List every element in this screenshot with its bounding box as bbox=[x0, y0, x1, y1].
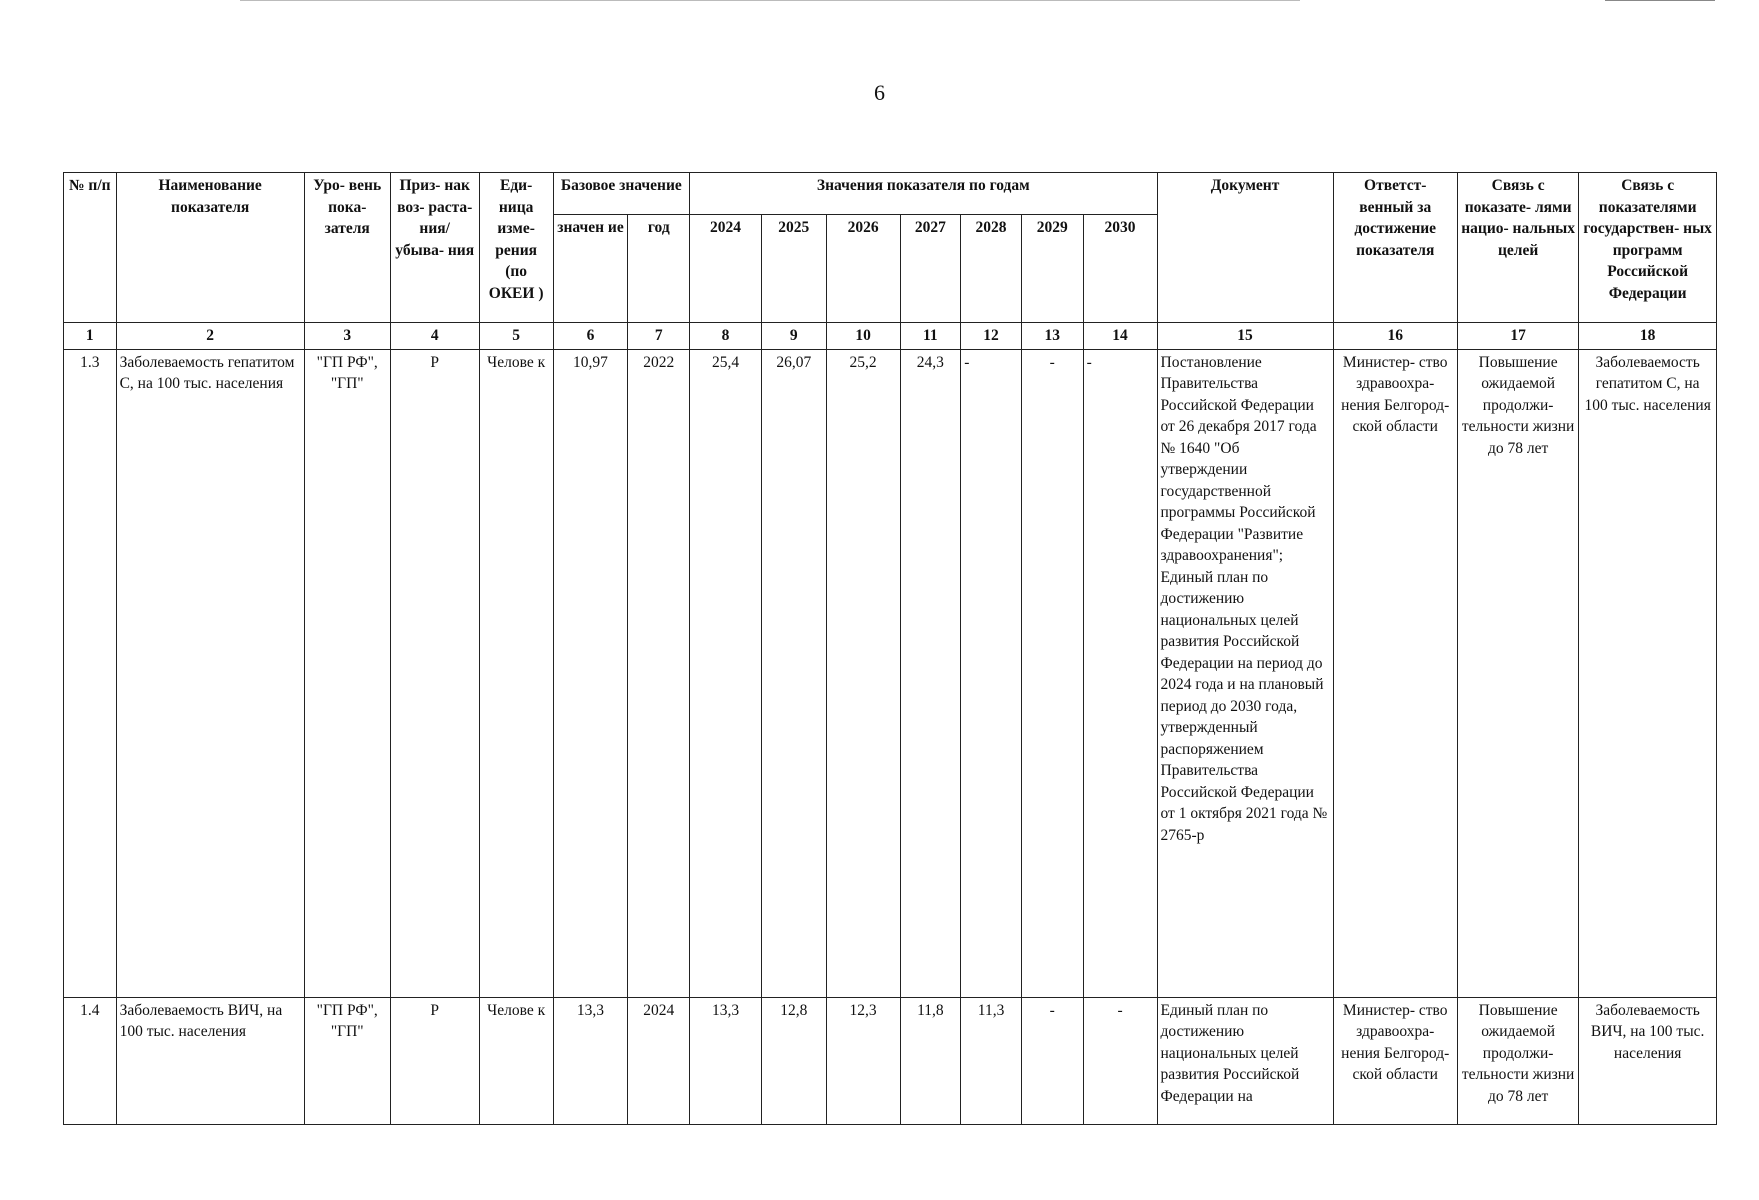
value-2026: 25,2 bbox=[826, 349, 900, 997]
column-number: 1 bbox=[64, 323, 117, 350]
national-goals-link: Повышение ожидаемой продолжи- тельности жизни до 78 лет bbox=[1457, 349, 1578, 997]
growth-sign: Р bbox=[390, 997, 479, 1124]
column-number: 9 bbox=[761, 323, 826, 350]
header-base-value: значен ие bbox=[553, 215, 628, 323]
column-number: 5 bbox=[479, 323, 553, 350]
table-row bbox=[64, 997, 1717, 1124]
column-number: 4 bbox=[390, 323, 479, 350]
header-sign: Приз- нак воз- раста- ния/ убыва- ния bbox=[390, 173, 479, 323]
base-value: 10,97 bbox=[553, 349, 628, 997]
header-year-2027: 2027 bbox=[900, 215, 961, 323]
column-number: 3 bbox=[304, 323, 390, 350]
column-number: 2 bbox=[116, 323, 304, 350]
column-number: 16 bbox=[1333, 323, 1457, 350]
value-2029: - bbox=[1021, 349, 1083, 997]
indicator-name: Заболеваемость ВИЧ, на 100 тыс. населения bbox=[116, 997, 304, 1124]
unit: Челове к bbox=[479, 349, 553, 997]
header-year-2030: 2030 bbox=[1083, 215, 1157, 323]
top-rule-right bbox=[1605, 0, 1715, 1]
row-num: 1.4 bbox=[64, 997, 117, 1124]
row-num: 1.3 bbox=[64, 349, 117, 997]
header-name: Наименование показателя bbox=[116, 173, 304, 323]
top-rule bbox=[240, 0, 1300, 1]
value-2027: 24,3 bbox=[900, 349, 961, 997]
column-number: 15 bbox=[1157, 323, 1333, 350]
header-year-2029: 2029 bbox=[1021, 215, 1083, 323]
value-2026: 12,3 bbox=[826, 997, 900, 1124]
value-2024: 25,4 bbox=[690, 349, 762, 997]
header-num: № п/п bbox=[64, 173, 117, 323]
header-national-goals: Связь с показате- лями нацио- нальных целей bbox=[1457, 173, 1578, 323]
value-2029: - bbox=[1021, 997, 1083, 1124]
header-unit: Еди- ница изме- рения (по ОКЕИ ) bbox=[479, 173, 553, 323]
value-2028: - bbox=[961, 349, 1022, 997]
base-year: 2024 bbox=[628, 997, 690, 1124]
header-base-year: год bbox=[628, 215, 690, 323]
indicator-name: Заболеваемость гепатитом С, на 100 тыс. населения bbox=[116, 349, 304, 997]
column-number: 17 bbox=[1457, 323, 1578, 350]
header-row-1 bbox=[64, 173, 1717, 215]
value-2028: 11,3 bbox=[961, 997, 1022, 1124]
header-state-programs: Связь с показателями государствен- ных программ Российской Федерации bbox=[1579, 173, 1717, 323]
header-year-2025: 2025 bbox=[761, 215, 826, 323]
base-value: 13,3 bbox=[553, 997, 628, 1124]
header-document: Документ bbox=[1157, 173, 1333, 323]
value-2030: - bbox=[1083, 997, 1157, 1124]
column-number: 7 bbox=[628, 323, 690, 350]
value-2025: 12,8 bbox=[761, 997, 826, 1124]
base-year: 2022 bbox=[628, 349, 690, 997]
header-values-by-year: Значения показателя по годам bbox=[690, 173, 1157, 215]
indicator-level: "ГП РФ", "ГП" bbox=[304, 997, 390, 1124]
column-number: 14 bbox=[1083, 323, 1157, 350]
column-number: 12 bbox=[961, 323, 1022, 350]
table-row bbox=[64, 349, 1717, 997]
indicator-level: "ГП РФ", "ГП" bbox=[304, 349, 390, 997]
unit: Челове к bbox=[479, 997, 553, 1124]
value-2025: 26,07 bbox=[761, 349, 826, 997]
header-responsible: Ответст- венный за достижение показателя bbox=[1333, 173, 1457, 323]
column-number: 10 bbox=[826, 323, 900, 350]
column-number: 18 bbox=[1579, 323, 1717, 350]
state-programs-link: Заболеваемость гепатитом С, на 100 тыс. населения bbox=[1579, 349, 1717, 997]
column-number: 8 bbox=[690, 323, 762, 350]
header-level: Уро- вень пока- зателя bbox=[304, 173, 390, 323]
value-2027: 11,8 bbox=[900, 997, 961, 1124]
header-base: Базовое значение bbox=[553, 173, 690, 215]
page-number: 6 bbox=[874, 80, 885, 105]
document-reference: Постановление Правительства Российской Федерации от 26 декабря 2017 года № 1640 "Об утверждении государственной программы Российской Федерации "Развитие здравоохранения"; Единый план по достижению национальных целей развития Российской Федерации на период до 2024 года и на плановый период до 2030 года, утвержденный распоряжением Правительства Российской Федерации от 1 октября 2021 года № 2765-р bbox=[1157, 349, 1333, 997]
header-year-2026: 2026 bbox=[826, 215, 900, 323]
column-number: 11 bbox=[900, 323, 961, 350]
responsible: Министер- ство здравоохра- нения Белгород- ской области bbox=[1333, 997, 1457, 1124]
growth-sign: Р bbox=[390, 349, 479, 997]
column-number: 6 bbox=[553, 323, 628, 350]
indicators-table bbox=[63, 172, 1717, 1125]
document-reference: Единый план по достижению национальных целей развития Российской Федерации на bbox=[1157, 997, 1333, 1124]
column-number: 13 bbox=[1021, 323, 1083, 350]
value-2030: - bbox=[1083, 349, 1157, 997]
state-programs-link: Заболеваемость ВИЧ, на 100 тыс. населения bbox=[1579, 997, 1717, 1124]
responsible: Министер- ство здравоохра- нения Белгород- ской области bbox=[1333, 349, 1457, 997]
header-year-2028: 2028 bbox=[961, 215, 1022, 323]
column-number-row bbox=[64, 323, 1717, 350]
value-2024: 13,3 bbox=[690, 997, 762, 1124]
national-goals-link: Повышение ожидаемой продолжи- тельности жизни до 78 лет bbox=[1457, 997, 1578, 1124]
header-year-2024: 2024 bbox=[690, 215, 762, 323]
